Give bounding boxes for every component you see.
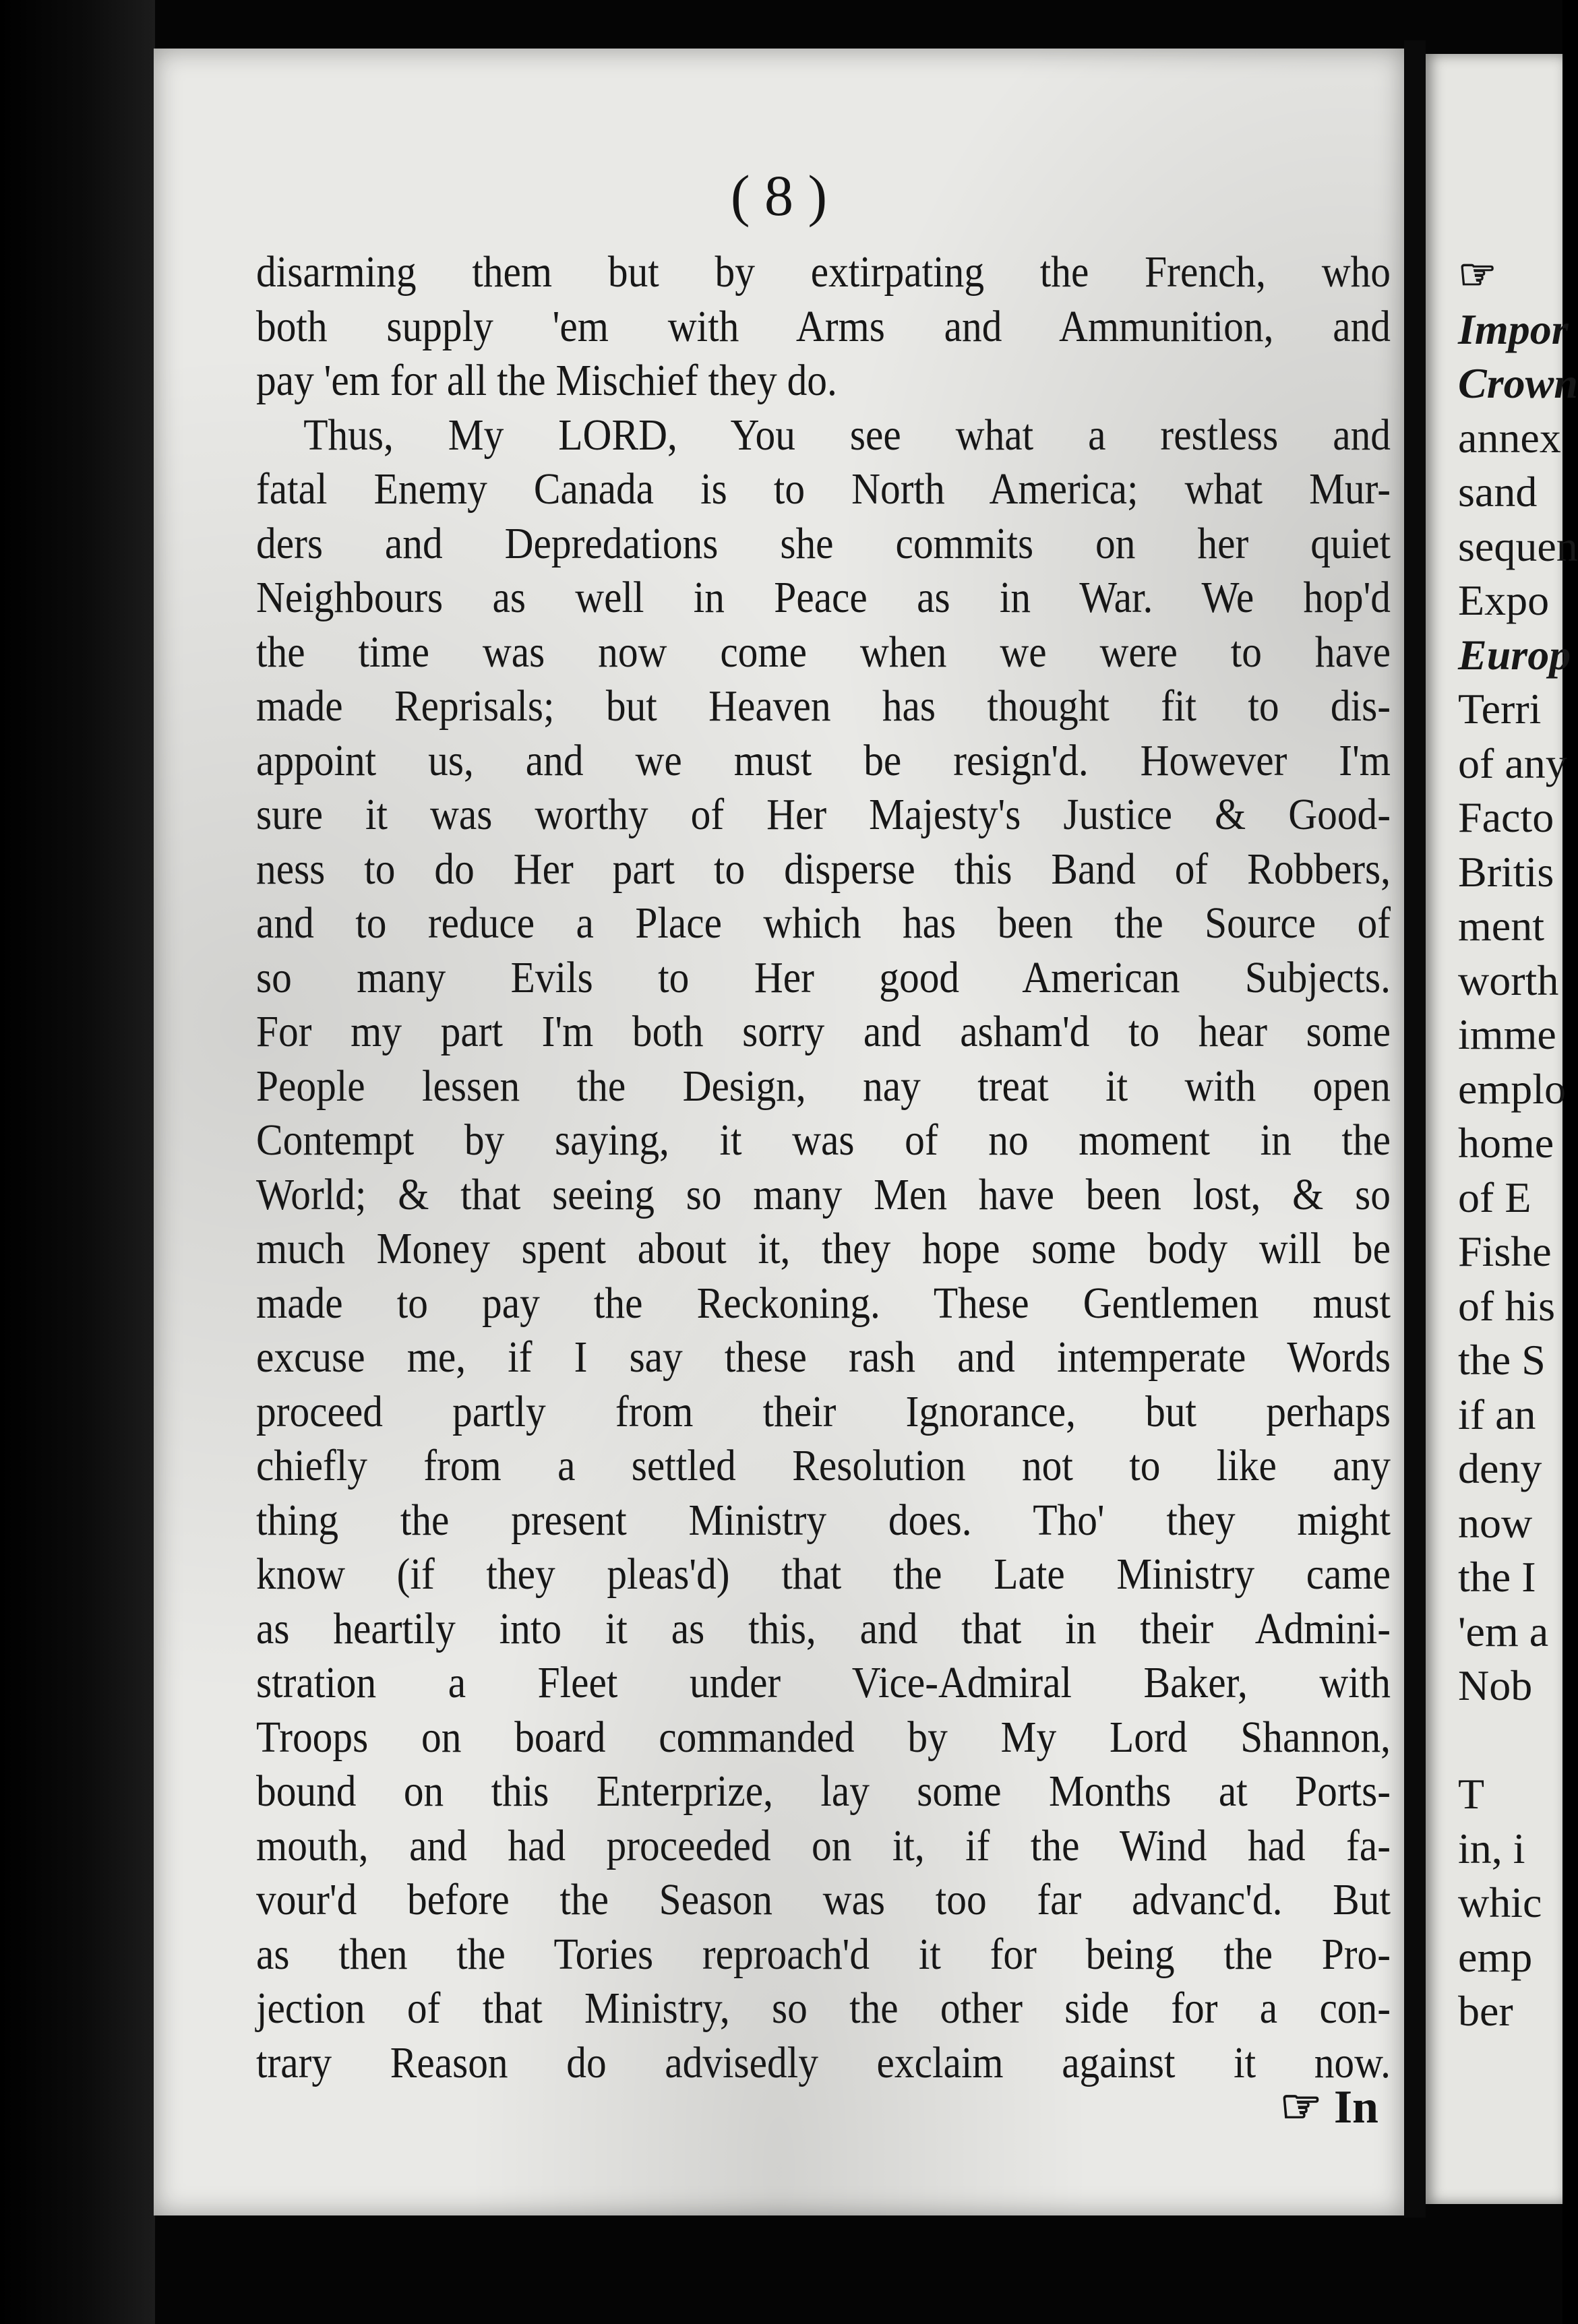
text-line: so many Evils to Her good American Subjects.	[256, 952, 1391, 1002]
right-page-line: Crown	[1458, 359, 1578, 407]
text-line: sure it was worthy of Her Majesty's Justice & Good-	[256, 790, 1391, 839]
text-line: as then the Tories reproach'd it for being the Pro-	[256, 1929, 1391, 1979]
text-line: as heartily into it as this, and that in their Admini-	[256, 1603, 1391, 1653]
right-page-line: the I	[1458, 1553, 1536, 1601]
text-line: stration a Fleet under Vice-Admiral Baker, with	[256, 1658, 1391, 1707]
right-page-line	[1458, 1713, 1578, 1768]
text-line: World; & that seeing so many Men have been lost, & so	[256, 1169, 1391, 1219]
right-page-line: if an	[1458, 1390, 1536, 1438]
right-page-line: Europ	[1458, 630, 1571, 679]
right-page-text	[1458, 251, 1578, 2039]
text-line: For my part I'm both sorry and asham'd to hear some	[256, 1007, 1391, 1056]
text-line: pay 'em for all the Mischief they do.	[256, 356, 837, 405]
right-page-line: of any	[1458, 739, 1567, 787]
right-page-line: Britis	[1458, 847, 1554, 896]
right-page-line: Fishe	[1458, 1227, 1552, 1275]
text-line: both supply 'em with Arms and Ammunition, and	[256, 301, 1391, 351]
text-line: ders and Depredations she commits on her quiet	[256, 518, 1391, 568]
right-page-line: ☞	[1458, 251, 1497, 299]
text-line: People lessen the Design, nay treat it with open	[256, 1061, 1391, 1111]
text-line: chiefly from a settled Resolution not to like any	[256, 1441, 1391, 1490]
right-page-line: sequen	[1458, 522, 1578, 570]
text-line: much Money spent about it, they hope some body will be	[256, 1224, 1391, 1273]
right-page-line: Expo	[1458, 576, 1550, 624]
text-line: made Reprisals; but Heaven has thought fit to dis-	[256, 681, 1391, 731]
right-page-line: deny	[1458, 1444, 1542, 1492]
text-line: made to pay the Reckoning. These Gentlemen must	[256, 1278, 1391, 1328]
text-line: know (if they pleas'd) that the Late Ministry came	[256, 1550, 1391, 1599]
right-page-line: ment	[1458, 902, 1544, 950]
right-page-line: emplo	[1458, 1064, 1566, 1113]
right-page-edge	[1426, 54, 1578, 2204]
text-line: fatal Enemy Canada is to North America; what Mur-	[256, 464, 1391, 514]
text-line: appoint us, and we must be resign'd. However I'm	[256, 735, 1391, 785]
right-page-line: in, i	[1458, 1824, 1525, 1872]
text-line: ness to do Her part to disperse this Band of Robbers,	[256, 844, 1391, 894]
text-line: the time was now come when we were to have	[256, 627, 1391, 677]
right-page-line: the S	[1458, 1336, 1546, 1384]
right-page-line: T	[1458, 1770, 1485, 1818]
right-page-line: of his	[1458, 1281, 1555, 1330]
right-page-line: ber	[1458, 1987, 1513, 2035]
book-binding-edge	[0, 0, 155, 2324]
right-page-line: now	[1458, 1498, 1533, 1547]
text-line: and to reduce a Place which has been the Source of	[256, 898, 1391, 948]
right-page-line: Terri	[1458, 685, 1542, 733]
body-text	[256, 245, 1391, 2090]
text-line: jection of that Ministry, so the other side for a con-	[256, 1984, 1391, 2033]
text-line: proceed partly from their Ignorance, but perhaps	[256, 1386, 1391, 1436]
right-page-line: home	[1458, 1119, 1554, 1167]
text-line: Neighbours as well in Peace as in War. We hop'd	[256, 573, 1391, 622]
text-line: excuse me, if I say these rash and intemperate Words	[256, 1333, 1391, 1382]
right-page-line: Impor	[1458, 305, 1569, 353]
right-page-line: imme	[1458, 1010, 1556, 1058]
right-page-line: whic	[1458, 1878, 1542, 1926]
right-page-line: Facto	[1458, 793, 1554, 841]
page-number: ( 8 )	[730, 163, 828, 228]
text-line: disarming them but by extirpating the French, who	[256, 247, 1391, 297]
page-gutter	[1404, 40, 1426, 2218]
right-page-line: worth	[1458, 956, 1559, 1004]
right-page-line: of E	[1458, 1173, 1531, 1221]
right-page-line: Nob	[1458, 1661, 1533, 1709]
text-line: bound on this Enterprize, lay some Months at Ports-	[256, 1767, 1391, 1816]
right-page-line: 'em a	[1458, 1607, 1549, 1655]
text-line: Thus, My LORD, You see what a restless and	[303, 410, 1391, 460]
text-line: trary Reason do advisedly exclaim against it now.	[256, 2038, 1391, 2087]
right-page-line: annex	[1458, 413, 1561, 462]
right-page-line: sand	[1458, 468, 1538, 516]
text-line: Contempt by saying, it was of no moment in the	[256, 1115, 1391, 1165]
catchword: ☞ In	[1279, 2081, 1378, 2133]
text-line: thing the present Ministry does. Tho' they might	[256, 1495, 1391, 1545]
left-page	[154, 49, 1404, 2215]
right-page-line: emp	[1458, 1932, 1533, 1981]
text-line: vour'd before the Season was too far advanc'd. But	[256, 1875, 1391, 1924]
text-line: mouth, and had proceeded on it, if the Wind had fa-	[256, 1821, 1391, 1870]
text-line: Troops on board commanded by My Lord Shannon,	[256, 1712, 1391, 1762]
